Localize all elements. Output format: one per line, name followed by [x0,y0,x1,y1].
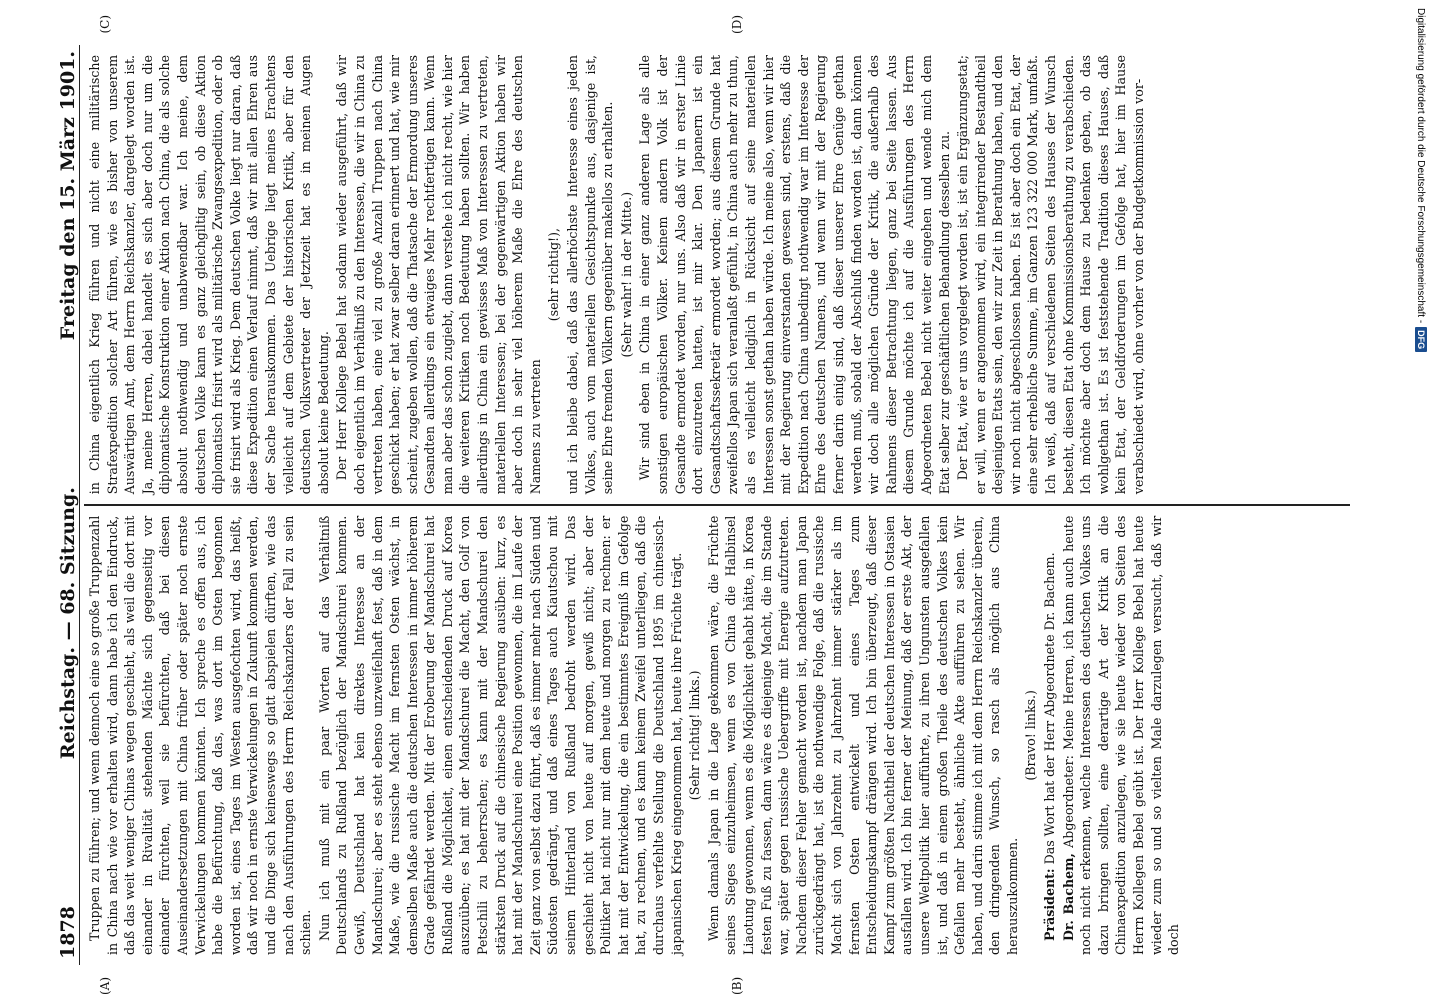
session-title: Reichstag. — 68. Sitzung. [57,487,79,760]
paragraph: in China eigentlich Krieg führen und nicht eine militärische Strafexpedition solcher Art führen, wie es bisher von unserem Auswärtigen Amt, dem Herrn Reichskanzler, dargelegt worden ist. Ja, meine Herren, dabei handelt es sich aber doch nur um die diplomatische Konstruktion einer Aktion nach China, die als solche absolut nothwendig und unabwendbar war. Ich meine, dem deutschen Volke kann es ganz gleichgiltig sein, ob diese Aktion diplomatisch frisirt wird als militärische Zwangsexpedition, oder ob sie frisirt wird als Krieg. Dem deutschen Volke liegt nur daran, daß diese Expedition einen Verlauf nimmt, daß wir mit allen Ehren aus der Sache herauskommen. Das Uebrige liegt meines Erachtens vielleicht auf dem Gebiete der historischen Kritik, aber für den deutschen Volksvertreter der Jetztzeit hat es in meinen Augen absolut keine Bedeutung. [87,54,331,495]
left-column [80,506,1350,965]
margin-marker-b: (B) [730,976,744,995]
paragraph: Der Herr Kollege Bebel hat sodann wieder ausgeführt, daß wir doch eigentlich im Verhältniß zu den Interessen, die wir in China zu vertreten haben, eine viel zu große Anzahl Truppen nach China geschickt haben; er hat zwar selber daran erinnert und hat, wie mir scheint, zugeben wollen, daß die Thatsache der Ermordung unseres Gesandten allerdings ein etwaiges Mehr rechtfertigen kann. Wenn man aber das schon zugiebt, dann verstehe ich nicht recht, wie hier die weiteren Kritiken noch Bedeutung haben sollten. Wir haben allerdings in China ein gewisses Maß von Interessen zu vertreten, materiellen Interessen; bei der gegenwärtigen Aktion haben wir aber doch in sehr viel höherem Maße die Ehre des deutschen Namens zu vertreten [334,54,543,495]
interjection: (sehr richtig!), [546,227,562,322]
watermark-text: Digitalisierung gefördert durch die Deutsche Forschungsgemeinschaft - [1415,8,1427,324]
margin-marker-a: (A) [98,976,112,995]
interjection: (Bravo! links.) [1023,690,1039,781]
margin-marker-c: (C) [98,15,112,34]
interjection: (Sehr wahr! in der Mitte.) [618,191,634,358]
paragraph-text: Das Wort hat der Herr Abgeordnete Dr. Bachem. [1042,552,1058,869]
text-columns [80,45,1350,965]
paragraph-text: Abgeordneter: Meine Herren, ich kann auch heute noch nicht erkennen, welche Interessen des deutschen Volkes uns dazu bringen sollten, eine derartige Art der Kritik an die Chinaexpedition anzulegen, wie sie heute wieder von Seiten des Herrn Kollegen Bebel geübt ist. Der Herr Kollege Bebel hat heute wieder zum so und so vielten Male darzulegen versucht, daß wir doch [1060,515,1182,955]
dfg-logo: DFG [1415,327,1427,352]
margin-marker-d: (D) [730,15,744,34]
rotated-page [40,15,1350,995]
paragraph: Der Etat, wie er uns vorgelegt worden ist, ist ein Ergänzungsetat; er will, wenn er angenommen wird, ein integrirender Bestandtheil desjenigen Etats sein, den wir zur Zeit in Berathung haben, und den wir noch nicht abgeschlossen haben. Es ist aber doch ein Etat, der eine sehr erhebliche Summe, im Ganzen 123 322 000 Mark, umfaßt. Ich weiß, daß auf verschiedenen Seiten des Hauses der Wunsch besteht, diesen Etat ohne Kommissionsberathung zu verabschieden. Ich möchte aber doch dem Hause zu bedenken geben, ob das wohlgethan ist. Es ist feststehende Tradition dieses Hauses, daß kein Etat, der Geldforderungen im Gefolge hat, hier im Hause verabschiedet wird, ohne vorher von der Budgetkommission vor- [955,54,1147,495]
paragraph [1060,516,1183,955]
page-number: 1878 [57,906,79,959]
interjection: (Sehr richtig! links.) [687,670,703,801]
speaker-name: Präsident: [1042,868,1058,941]
digitization-watermark [1414,8,1428,992]
paragraph: Truppen zu führen; und wenn dennoch eine so große Truppenzahl in China nach wie vor erhalten wird, dann habe ich den Eindruck, daß das weit weniger Chinas wegen geschieht, als weil die dort mit einander in Rivalität stehenden Mächte sich gegenseitig vor einander fürchten, weil sie befürchten, daß bei diesen Auseinandersetzungen mit China früher oder später noch ernste Verwickelungen kommen könnten. Ich spreche es offen aus, ich habe die Befürchtung, daß das, was dort im Osten begonnen worden ist, eines Tages im Westen ausgefochten wird, das heißt, daß wir noch in ernste Verwickelungen in Zukunft kommen werden, und die Dinge sich keineswegs so glatt abspielen dürften, wie das nach den Ausführungen des Herrn Reichskanzlers der Fall zu sein schien. [87,515,314,955]
paragraph: Wir sind eben in China in einer ganz anderen Lage als alle sonstigen europäischen Völker. Keinem andern Volk ist der Gesandte ermordet worden, nur uns. Also daß wir in erster Linie dort einzutreten hatten, ist mir klar. Den Japanern ist ein Gesandtschaftssekretär ermordet worden; aus diesem Grunde hat zweifellos Japan sich veranlaßt gefühlt, in China auch mehr zu thun, als es vielleicht lediglich in Rücksicht auf seine materiellen Interessen sonst gethan haben würde. Ich meine also, wenn wir hier mit der Regierung einverstanden gewesen sind, erstens, daß die Expedition nach China unbedingt nothwendig war im Interesse der Ehre des deutschen Namens, und wenn wir mit der Regierung ferner darin einig sind, daß dieser unserer Ehre Genüge gethan werden muß, sobald der Abschluß finden worden ist, dann können wir doch alle möglichen Gründe der Kritik, die außerhalb des Rahmens dieser Betrachtung liegen, ganz bei Seite lassen. Aus diesem Grunde möchte ich auf die Ausführungen des Herrn Abgeordneten Bebel nicht weiter eingehen und wende mich dem Etat selber zur geschäftlichen Behandlung desselben zu. [637,54,952,495]
page-header [40,45,80,965]
paragraph: und ich bleibe dabei, daß das allerhöchste Interesse eines jeden Volkes, auch vom materiellen Gesichtspunkte aus, dasjenige ist, seine Ehre fremden Völkern gegenüber makellos zu erhalten. [565,54,616,495]
paragraph: Nun ich muß mit ein paar Worten auf das Verhältniß Deutschlands zu Rußland bezüglich der Mandschurei kommen. Gewiß, Deutschland hat kein direktes Interesse an der Mandschurei; aber es steht ebenso unzweifelhaft fest, daß in dem Maße, wie die russische Macht im fernsten Osten wächst, in demselben Maße auch die deutschen Interessen in immer höherem Grade gefährdet werden. Mit der Eroberung der Mandschurei hat Rußland die Möglichkeit, einen entscheidenden Druck auf Korea auszuüben; es hat mit der Mandschurei die Macht, den Golf von Petschili zu beherrschen; es kann mit der Mandschurei den stärksten Druck auf die chinesische Regierung ausüben: kurz, es hat mit der Mandschurei eine Position gewonnen, die im Laufe der Zeit ganz von selbst dazu führt, daß es immer mehr nach Süden und Südosten gedrängt, und daß eines Tages auch Kiautschou mit seinem Hinterland von Rußland bedroht werden wird. Das geschieht nicht von heute auf morgen, gewiß nicht; aber der Politiker hat nicht nur mit dem heute und morgen zu rechnen: er hat mit der Entwickelung, die ein bestimmtes Ereigniß im Gefolge hat, zu rechnen, und es kann keinem Zweifel unterliegen, daß die durchaus verfehlte Stellung die Deutschland 1895 im chinesisch-japanischen Krieg eingenommen hat, heute ihre Früchte trägt. [316,515,684,955]
right-column [80,45,1350,504]
speaker-name: Dr. Bachem, [1060,853,1076,941]
paragraph [1041,516,1059,955]
paragraph: Wenn damals Japan in die Lage gekommen wäre, die Früchte seines Sieges einzuheimsen, wenn es von China die Halbinsel Liaotung gewonnen, wenn es die Möglichkeit gehabt hätte, in Korea festen Fuß zu fassen, dann wäre es diejenige Macht, die im Stande war, später gegen russische Uebergriffe mit Energie aufzutreten. Nachdem dieser Fehler gemacht worden ist, nachdem man Japan zurückgedrängt hat, ist die nothwendige Folge, daß die russische Macht sich von Jahrzehnt zu Jahrzehnt immer stärker als im fernsten Osten entwickelt und eines Tages zum Entscheidungskampf drängen wird. Ich bin überzeugt, daß dieser Kampf zum größten Nachtheil der deutschen Interessen in Ostasien ausfallen wird. Ich bin ferner der Meinung, daß der erste Akt, der unsere Weltpolitik hier aufführte, zu ihren Ungunsten ausgefallen ist, und daß in einem großen Theile des deutschen Volkes kein Gefallen mehr besteht, ähnliche Akte aufführen zu sehen. Wir haben, und darin stimme ich mit dem Herrn Reichskanzler überein, den dringenden Wunsch, so rasch als möglich aus China herauszukommen. [705,515,1020,955]
session-date: Freitag den 15. März 1901. [57,51,79,341]
